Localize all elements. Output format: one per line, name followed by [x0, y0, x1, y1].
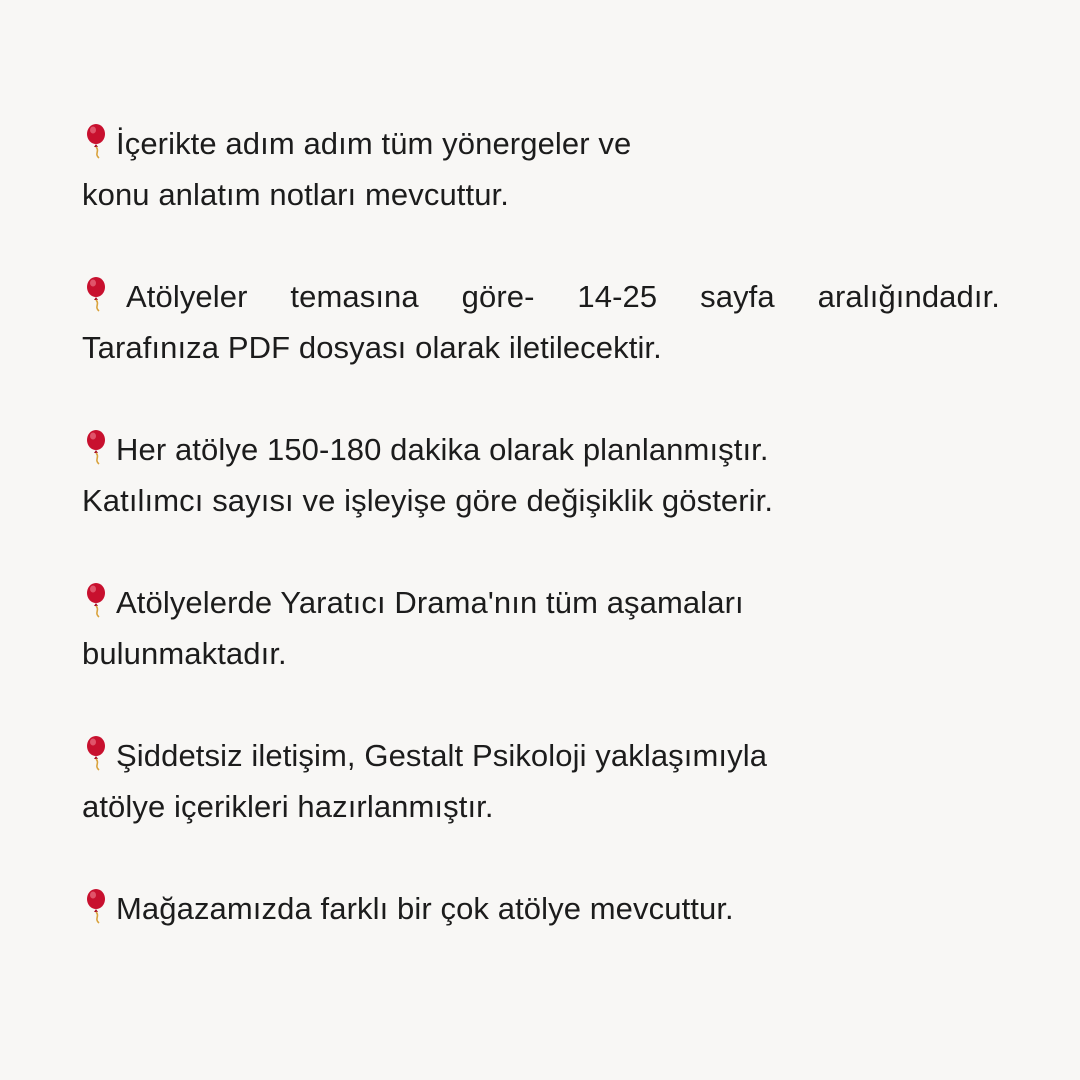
balloon-icon [82, 581, 114, 621]
item-line-2: bulunmaktadır. [82, 636, 287, 671]
balloon-icon [82, 428, 114, 468]
item-line-1: İçerikte adım adım tüm yönergeler ve [116, 126, 632, 161]
item-line-1: Mağazamızda farklı bir çok atölye mevcuttur. [116, 891, 734, 926]
item-line-1: Atölyeler temasına göre- 14-25 sayfa aralığındadır. [126, 279, 1000, 314]
list-item [82, 271, 1000, 373]
balloon-icon [82, 275, 114, 315]
item-line-1: Her atölye 150-180 dakika olarak planlanmıştır. [116, 432, 769, 467]
item-line-1: Atölyelerde Yaratıcı Drama'nın tüm aşamaları [116, 585, 744, 620]
balloon-icon [82, 122, 114, 162]
item-line-2: atölye içerikleri hazırlanmıştır. [82, 789, 494, 824]
balloon-icon [82, 887, 114, 927]
info-list [82, 118, 1000, 985]
balloon-icon [82, 734, 114, 774]
item-line-1: Şiddetsiz iletişim, Gestalt Psikoloji yaklaşımıyla [116, 738, 768, 773]
list-item [82, 883, 1000, 934]
list-item [82, 424, 1000, 526]
item-line-2: konu anlatım notları mevcuttur. [82, 177, 509, 212]
item-line-2: Tarafınıza PDF dosyası olarak iletilecektir. [82, 330, 662, 365]
list-item [82, 730, 1000, 832]
item-line-2: Katılımcı sayısı ve işleyişe göre değişiklik gösterir. [82, 483, 774, 518]
list-item [82, 118, 1000, 220]
list-item [82, 577, 1000, 679]
